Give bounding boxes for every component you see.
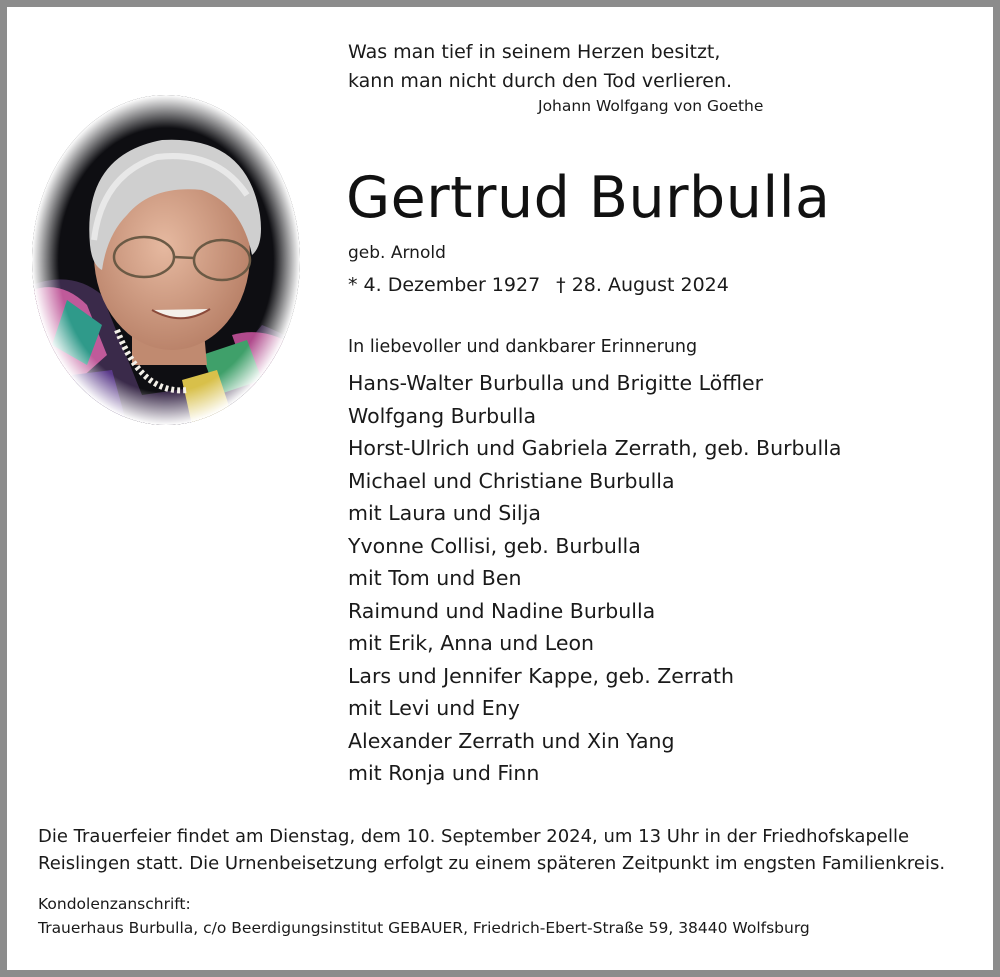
list-item: mit Erik, Anna und Leon <box>348 631 595 655</box>
list-item: Hans-Walter Burbulla und Brigitte Löffler <box>348 371 764 395</box>
quote-line-2: kann man nicht durch den Tod verlieren. <box>348 70 733 92</box>
quote <box>348 38 732 96</box>
list-item: Alexander Zerrath und Xin Yang <box>348 728 675 753</box>
ceremony-line-2: Reislingen statt. Die Urnenbeisetzung erfolgt zu einem späteren Zeitpunkt im engsten Familienkreis. <box>38 853 946 874</box>
maiden-name: geb. Arnold <box>348 243 446 263</box>
quote-author: Johann Wolfgang von Goethe <box>538 97 764 115</box>
birth-date: * 4. Dezember 1927 <box>348 274 541 296</box>
mourners-list <box>348 367 841 790</box>
list-item: mit Laura und Silja <box>348 501 541 525</box>
list-item: Lars und Jennifer Kappe, geb. Zerrath <box>348 663 734 688</box>
ceremony-line-1: Die Trauerfeier findet am Dienstag, dem 10. September 2024, um 13 Uhr in der Friedhofskapelle <box>38 826 910 847</box>
deceased-name: Gertrud Burbulla <box>346 165 831 231</box>
quote-line-1: Was man tief in seinem Herzen besitzt, <box>348 41 721 63</box>
life-dates <box>348 273 729 297</box>
list-item: Wolfgang Burbulla <box>348 403 537 428</box>
ceremony-notice <box>38 823 978 877</box>
list-item: Raimund und Nadine Burbulla <box>348 598 656 623</box>
list-item: Horst-Ulrich und Gabriela Zerrath, geb. Burbulla <box>348 436 842 460</box>
list-item: mit Levi und Eny <box>348 696 520 720</box>
memory-line: In liebevoller und dankbarer Erinnerung <box>348 337 698 357</box>
death-date: † 28. August 2024 <box>556 274 729 296</box>
list-item: Yvonne Collisi, geb. Burbulla <box>348 533 641 558</box>
condolence-address: Trauerhaus Burbulla, c/o Beerdigungsinstitut GEBAUER, Friedrich-Ebert-Straße 59, 38440 Wolfsburg <box>38 919 810 937</box>
condolence-label: Kondolenzanschrift: <box>38 895 191 913</box>
list-item: mit Ronja und Finn <box>348 761 540 785</box>
list-item: mit Tom und Ben <box>348 566 522 590</box>
list-item: Michael und Christiane Burbulla <box>348 468 675 493</box>
portrait-photo <box>32 95 300 425</box>
